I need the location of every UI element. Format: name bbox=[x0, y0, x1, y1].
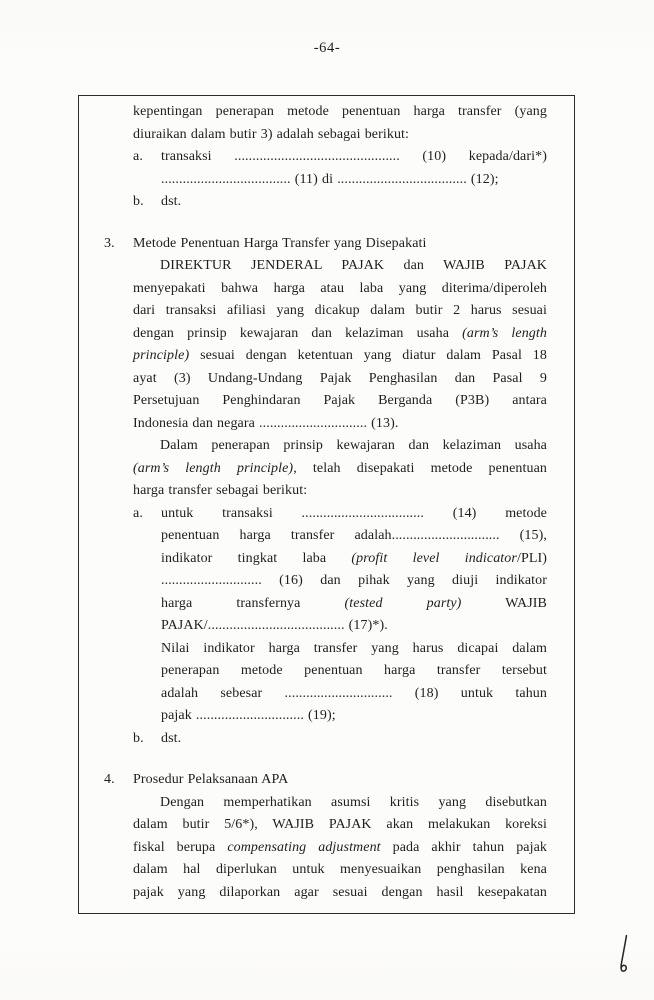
text-line bbox=[79, 503, 574, 526]
list-marker: 3. bbox=[104, 235, 115, 251]
text-line bbox=[79, 593, 574, 616]
text-segment: dalam hal diperlukan untuk menyesuaikan penghasilan kena bbox=[133, 862, 547, 877]
text-segment: indikator tingkat laba bbox=[161, 550, 352, 566]
text-line-content bbox=[161, 593, 547, 616]
text-segment: /PLI) bbox=[516, 550, 548, 566]
text-segment: .................................... (11) di .................................... (12); bbox=[161, 171, 499, 187]
text-line-content bbox=[133, 480, 547, 503]
italic-text-segment: (arm’s length principle) bbox=[133, 460, 294, 476]
text-line bbox=[79, 859, 574, 882]
list-marker: b. bbox=[133, 730, 144, 746]
text-line bbox=[79, 480, 574, 503]
text-segment: dst. bbox=[161, 194, 182, 209]
text-segment: dalam butir 5/6*), WAJIB PAJAK akan melakukan koreksi bbox=[133, 817, 547, 832]
text-segment: pajak .............................. (19); bbox=[161, 708, 336, 723]
text-segment: Prosedur Pelaksanaan APA bbox=[133, 772, 289, 787]
text-line-content bbox=[161, 146, 547, 169]
text-line bbox=[79, 458, 574, 481]
text-segment: fiskal berupa bbox=[133, 839, 228, 855]
list-marker: a. bbox=[133, 505, 143, 521]
text-line-content bbox=[161, 660, 547, 683]
italic-text-segment: compensating adjustment bbox=[227, 839, 381, 855]
section-3-heading bbox=[79, 233, 574, 256]
text-line-content bbox=[133, 792, 547, 815]
text-line-content bbox=[133, 233, 547, 256]
text-segment: Indonesia dan negara .............................. (13). bbox=[133, 415, 399, 431]
text-line bbox=[79, 728, 574, 751]
text-segment: pada akhir tahun pajak bbox=[380, 839, 548, 855]
text-line-content bbox=[161, 615, 547, 638]
text-segment: dari transaksi afiliasi yang dicakup dalam butir 2 harus sesuai bbox=[133, 303, 547, 318]
text-line bbox=[79, 814, 574, 837]
text-line bbox=[79, 413, 574, 436]
text-segment: Nilai indikator harga transfer yang harus dicapai dalam bbox=[161, 640, 547, 656]
text-line-content bbox=[133, 435, 547, 458]
text-line-content bbox=[133, 458, 547, 481]
text-segment: penerapan metode penentuan harga transfer tersebut bbox=[161, 663, 547, 678]
italic-text-segment: (arm’s length bbox=[462, 325, 547, 341]
list-marker: b. bbox=[133, 194, 144, 209]
text-line bbox=[79, 278, 574, 301]
text-line bbox=[79, 191, 574, 214]
text-segment: diuraikan dalam butir 3) adalah sebagai berikut: bbox=[133, 126, 410, 142]
text-segment: ............................ (16) dan pihak yang diuji indikator bbox=[161, 573, 547, 588]
text-segment: transaksi .............................................. (10) kepada/dari*) bbox=[161, 149, 547, 164]
text-line-content bbox=[161, 638, 547, 661]
text-line bbox=[79, 345, 574, 368]
text-line bbox=[79, 390, 574, 413]
text-segment: Metode Penentuan Harga Transfer yang Disepakati bbox=[133, 235, 427, 251]
text-line-content bbox=[161, 525, 547, 548]
text-line-content bbox=[133, 255, 547, 278]
text-line bbox=[79, 435, 574, 458]
text-line-content bbox=[161, 503, 547, 526]
text-segment: ayat (3) Undang-Undang Pajak Penghasilan dan Pasal 9 bbox=[133, 370, 547, 386]
text-line bbox=[79, 255, 574, 278]
text-line-content bbox=[133, 413, 547, 436]
text-line-content bbox=[161, 683, 547, 706]
text-line-content bbox=[161, 728, 547, 751]
text-segment: untuk transaksi .................................. (14) metode bbox=[161, 505, 547, 521]
text-line bbox=[79, 169, 574, 192]
text-segment: sesuai dengan ketentuan yang diatur dalam Pasal 18 bbox=[189, 348, 547, 363]
text-line bbox=[79, 548, 574, 571]
text-line bbox=[79, 300, 574, 323]
text-line-content bbox=[133, 769, 547, 792]
text-line-content bbox=[133, 278, 547, 301]
text-line bbox=[79, 882, 574, 905]
page-number: -64- bbox=[313, 40, 341, 56]
text-line bbox=[79, 124, 574, 147]
italic-text-segment: (profit level indicator bbox=[351, 550, 517, 566]
text-line-content bbox=[133, 814, 547, 837]
text-line-content bbox=[133, 323, 547, 346]
text-line-content bbox=[161, 705, 547, 728]
text-line bbox=[79, 525, 574, 548]
text-segment: harga transfernya bbox=[161, 595, 345, 611]
text-segment: Dengan memperhatikan asumsi kritis yang disebutkan bbox=[160, 794, 547, 810]
text-line-content bbox=[133, 101, 547, 124]
text-line-content bbox=[133, 124, 547, 147]
text-line-content bbox=[161, 548, 547, 571]
text-line-content bbox=[133, 859, 547, 882]
text-line bbox=[79, 146, 574, 169]
text-line bbox=[79, 570, 574, 593]
list-marker: 4. bbox=[104, 772, 115, 787]
text-segment: Dalam penerapan prinsip kewajaran dan kelaziman usaha bbox=[160, 438, 547, 453]
text-segment: pajak yang dilaporkan agar sesuai dengan hasil kesepakatan bbox=[133, 884, 547, 900]
text-segment: kepentingan penerapan metode penentuan harga transfer (yang bbox=[133, 104, 547, 119]
text-line-content bbox=[133, 390, 547, 413]
text-segment: dst. bbox=[161, 730, 182, 746]
text-segment: harga transfer sebagai berikut: bbox=[133, 483, 308, 498]
text-segment: menyepakati bahwa harga atau laba yang diterima/diperoleh bbox=[133, 280, 547, 296]
text-segment: WAJIB bbox=[461, 595, 547, 611]
text-line-content bbox=[133, 837, 547, 860]
text-line bbox=[79, 792, 574, 815]
text-line bbox=[79, 660, 574, 683]
text-segment: , telah disepakati metode penentuan bbox=[293, 460, 547, 476]
text-line bbox=[79, 638, 574, 661]
text-line bbox=[79, 683, 574, 706]
list-marker: a. bbox=[133, 149, 143, 164]
text-line bbox=[79, 101, 574, 124]
text-line bbox=[79, 368, 574, 391]
handwritten-mark bbox=[612, 934, 632, 974]
text-line bbox=[79, 837, 574, 860]
text-line-content bbox=[133, 300, 547, 323]
text-segment: DIREKTUR JENDERAL PAJAK dan WAJIB PAJAK bbox=[160, 258, 547, 273]
document-box bbox=[78, 95, 575, 914]
text-line-content bbox=[133, 882, 547, 905]
italic-text-segment: principle) bbox=[133, 348, 190, 363]
handwritten-b-glyph bbox=[612, 934, 632, 974]
text-line-content bbox=[161, 570, 547, 593]
text-segment: PAJAK/...................................... (17)*). bbox=[161, 618, 388, 633]
text-line-content bbox=[161, 191, 547, 214]
text-line bbox=[79, 615, 574, 638]
section-4-heading bbox=[79, 769, 574, 792]
text-segment: Persetujuan Penghindaran Pajak Berganda (P3B) antara bbox=[133, 393, 547, 408]
text-line-content bbox=[161, 169, 547, 192]
text-line bbox=[79, 323, 574, 346]
section-gap bbox=[79, 750, 574, 769]
italic-text-segment: (tested party) bbox=[344, 595, 462, 611]
text-line-content bbox=[133, 345, 547, 368]
text-segment: penentuan harga transfer adalah.............................. (15), bbox=[161, 528, 547, 543]
text-segment: adalah sebesar .............................. (18) untuk tahun bbox=[161, 685, 547, 701]
text-line bbox=[79, 705, 574, 728]
section-gap bbox=[79, 214, 574, 233]
text-segment: dengan prinsip kewajaran dan kelaziman usaha bbox=[133, 325, 463, 341]
text-line-content bbox=[133, 368, 547, 391]
